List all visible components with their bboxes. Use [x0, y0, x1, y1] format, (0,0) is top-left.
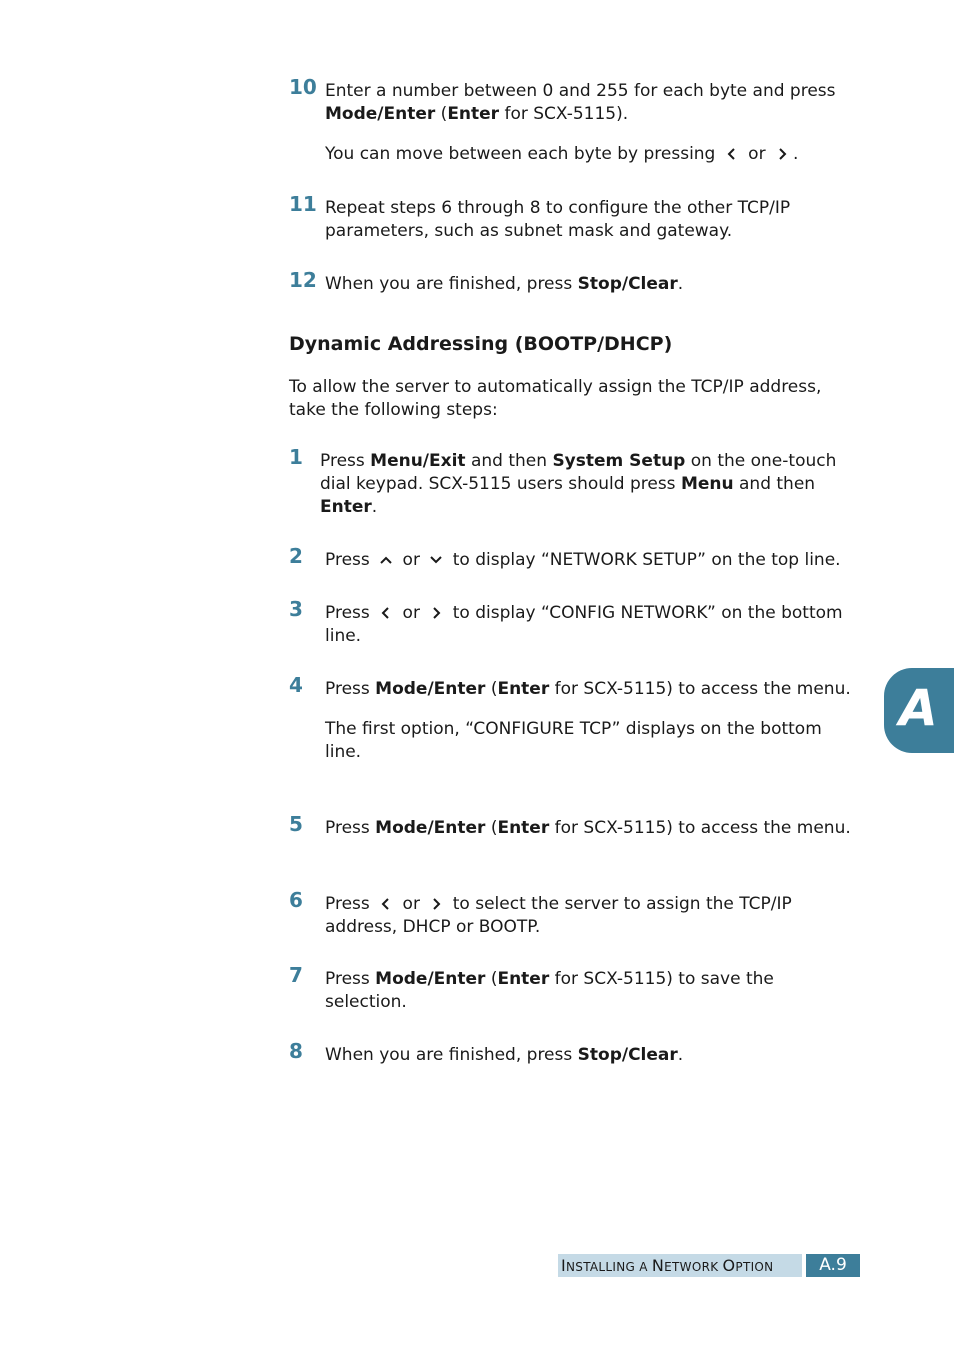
step-number: 1: [289, 445, 303, 469]
step-text-run: Press: [325, 818, 376, 838]
step-paragraph: [325, 718, 860, 764]
step-paragraph: [325, 678, 860, 701]
footer-title-run: NSTALLING A: [566, 1260, 652, 1274]
step-text: [325, 817, 860, 840]
step-number: 5: [289, 812, 303, 836]
step-text: [325, 80, 860, 166]
appendix-tab: [884, 668, 954, 753]
appendix-tab-letter: A: [899, 679, 938, 737]
key-name: Stop/Clear: [577, 1045, 678, 1065]
step-paragraph: [325, 273, 860, 296]
footer-title-run: I: [561, 1256, 567, 1275]
footer-title-run: PTION: [735, 1260, 774, 1274]
step-text-run: Press: [325, 969, 376, 989]
step-number: 7: [289, 963, 303, 987]
right-arrow-icon: [425, 606, 447, 620]
down-arrow-icon: [425, 555, 447, 565]
step-paragraph: [325, 197, 860, 243]
step-number: 12: [289, 268, 317, 292]
step-text-run: to select the server to assign the TCP/IP address, DHCP or BOOTP.: [325, 894, 792, 937]
right-arrow-icon: [425, 897, 447, 911]
key-name: Menu: [680, 474, 734, 494]
step-number: 3: [289, 597, 303, 621]
step-text-run: Press: [325, 894, 376, 914]
step-text-run: Press: [325, 679, 376, 699]
step-text-run: for SCX-5115).: [499, 104, 629, 124]
step-number: 11: [289, 192, 317, 216]
step-text-run: Enter a number between 0 and 255 for each byte and press: [325, 81, 836, 101]
step-text-run: or: [397, 550, 426, 570]
step-text-run: (: [485, 818, 498, 838]
step-text-run: to display “NETWORK SETUP” on the top line.: [447, 550, 841, 570]
step-paragraph: [325, 1044, 860, 1067]
footer-page-number: A.9: [806, 1254, 860, 1277]
step-paragraph: [325, 80, 860, 126]
step-text: [325, 602, 860, 648]
step-text-run: .: [792, 144, 799, 164]
step-text-run: (: [435, 104, 448, 124]
key-name: Enter: [447, 104, 500, 124]
step-number: 2: [289, 544, 303, 568]
footer-title-run: ETWORK: [664, 1260, 723, 1274]
step-text-run: or: [742, 144, 771, 164]
up-arrow-icon: [375, 555, 397, 565]
step-paragraph: [325, 602, 860, 648]
step-paragraph: [320, 450, 855, 519]
left-arrow-icon: [375, 897, 397, 911]
footer-title-run: O: [722, 1256, 736, 1275]
step-number: 8: [289, 1039, 303, 1063]
step-text-run: to display “CONFIG NETWORK” on the bottom line.: [325, 603, 843, 646]
step-paragraph: [325, 968, 860, 1014]
step-text-run: .: [677, 1045, 684, 1065]
step-text-run: for SCX-5115) to save the selection.: [325, 969, 774, 1012]
key-name: Enter: [497, 679, 550, 699]
left-arrow-icon: [375, 606, 397, 620]
key-name: Mode/Enter: [375, 679, 486, 699]
step-text: [325, 197, 860, 243]
section-heading: Dynamic Addressing (BOOTP/DHCP): [289, 333, 673, 355]
section-intro: To allow the server to automatically assign the TCP/IP address, take the following steps:: [289, 377, 822, 420]
step-number: 6: [289, 888, 303, 912]
step-paragraph: [325, 143, 860, 166]
key-name: Stop/Clear: [577, 274, 678, 294]
step-number: 4: [289, 673, 303, 697]
step-text-run: .: [677, 274, 684, 294]
step-text-run: or: [397, 894, 426, 914]
key-name: Menu/Exit: [370, 451, 466, 471]
step-number: 10: [289, 75, 317, 99]
step-text-run: The first option, “CONFIGURE TCP” displays on the bottom line.: [325, 719, 822, 762]
step-text: [320, 450, 855, 519]
footer-title-run: N: [651, 1256, 665, 1275]
key-name: Mode/Enter: [325, 104, 436, 124]
step-text-run: and then: [465, 451, 553, 471]
key-name: System Setup: [552, 451, 686, 471]
step-text-run: You can move between each byte by pressing: [325, 144, 721, 164]
step-text-run: on the one-touch dial keypad. SCX-5115 users should press: [320, 451, 837, 494]
key-name: Enter: [497, 969, 550, 989]
step-text-run: for SCX-5115) to access the menu.: [549, 818, 851, 838]
step-text: [325, 968, 860, 1014]
step-text: [325, 1044, 860, 1067]
step-text-run: .: [371, 497, 378, 517]
step-text-run: Repeat steps 6 through 8 to configure the other TCP/IP parameters, such as subnet mask and gateway.: [325, 198, 791, 241]
step-text-run: When you are finished, press: [325, 1045, 578, 1065]
step-paragraph: [325, 893, 860, 939]
step-text-run: and then: [733, 474, 816, 494]
step-text-run: Press: [325, 550, 376, 570]
key-name: Enter: [320, 497, 372, 517]
step-text-run: (: [485, 679, 498, 699]
step-text-run: for SCX-5115) to access the menu.: [549, 679, 851, 699]
step-paragraph: [325, 817, 860, 840]
step-paragraph: [325, 549, 860, 572]
right-arrow-icon: [771, 147, 793, 161]
step-text: [325, 273, 860, 296]
footer-chapter-title: [558, 1254, 802, 1277]
left-arrow-icon: [721, 147, 743, 161]
key-name: Enter: [497, 818, 550, 838]
step-text-run: or: [397, 603, 426, 623]
step-text: [325, 893, 860, 939]
key-name: Mode/Enter: [375, 818, 486, 838]
step-text: [325, 678, 860, 764]
step-text-run: (: [485, 969, 498, 989]
step-text-run: When you are finished, press: [325, 274, 578, 294]
step-text-run: Press: [320, 451, 371, 471]
step-text-run: Press: [325, 603, 376, 623]
step-text: [325, 549, 860, 572]
key-name: Mode/Enter: [375, 969, 486, 989]
